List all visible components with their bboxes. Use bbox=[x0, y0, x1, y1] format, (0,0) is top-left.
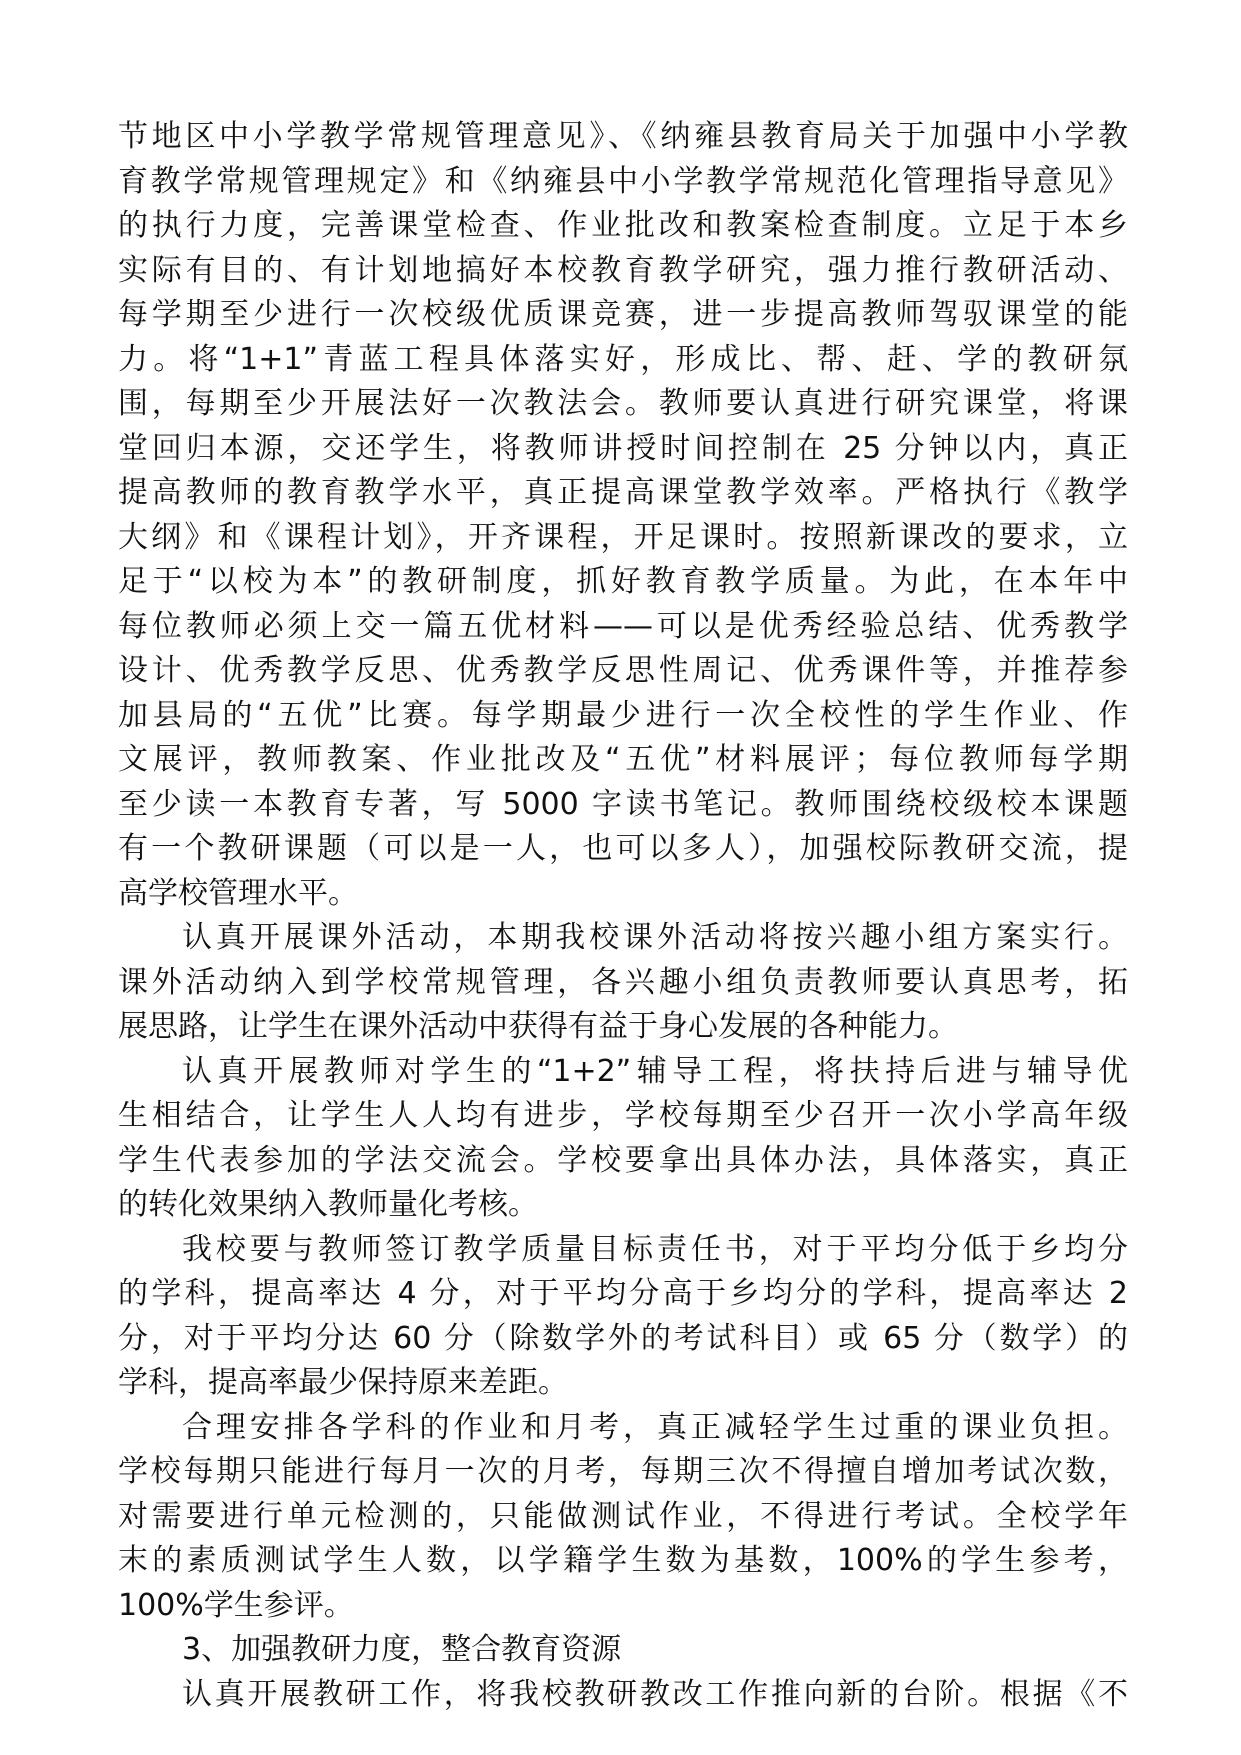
text-line: 学科，提高率最少保持原来差距。 bbox=[118, 1365, 568, 1400]
text-line: 我校要与教师签订教学质量目标责任书，对于平均分低于乡均分 bbox=[182, 1231, 1128, 1267]
text-line: 展思路，让学生在课外活动中获得有益于身心发展的各种能力。 bbox=[118, 1009, 958, 1044]
text-line: 每位教师必须上交一篇五优材料——可以是优秀经验总结、优秀教学 bbox=[118, 608, 1128, 644]
text-line: 加县局的“五优”比赛。每学期最少进行一次全校性的学生作业、作 bbox=[118, 697, 1128, 733]
text-line: 学校每期只能进行每月一次的月考，每期三次不得擅自增加考试次数， bbox=[118, 1454, 1128, 1489]
body-text bbox=[118, 115, 1128, 1717]
text-line: 对需要进行单元检测的，只能做测试作业，不得进行考试。全校学年 bbox=[118, 1498, 1128, 1534]
text-line: 100%学生参评。 bbox=[118, 1587, 354, 1623]
text-line: 的执行力度，完善课堂检查、作业批改和教案检查制度。立足于本乡 bbox=[118, 208, 1128, 243]
text-line: 课外活动纳入到学校常规管理，各兴趣小组负责教师要认真思考，拓 bbox=[118, 964, 1128, 1000]
text-line: 至少读一本教育专著，写 5000 字读书笔记。教师围绕校级校本课题 bbox=[118, 786, 1128, 822]
text-line: 堂回归本源，交还学生，将教师讲授时间控制在 25 分钟以内，真正 bbox=[118, 430, 1128, 466]
text-line: 末的素质测试学生人数，以学籍学生数为基数，100%的学生参考， bbox=[118, 1543, 1128, 1578]
text-line: 有一个教研课题（可以是一人，也可以多人），加强校际教研交流，提 bbox=[118, 831, 1128, 866]
text-line: 设计、优秀教学反思、优秀教学反思性周记、优秀课件等，并推荐参 bbox=[118, 653, 1128, 688]
text-line: 力。将“1+1”青蓝工程具体落实好，形成比、帮、赶、学的教研氛 bbox=[118, 341, 1128, 377]
text-line: 文展评，教师教案、作业批改及“五优”材料展评；每位教师每学期 bbox=[118, 742, 1128, 777]
text-line: 的转化效果纳入教师量化考核。 bbox=[118, 1187, 538, 1222]
text-line: 提高教师的教育教学水平，真正提高课堂教学效率。严格执行《教学 bbox=[118, 475, 1128, 510]
text-line: 认真开展教研工作，将我校教研教改工作推向新的台阶。根据《不 bbox=[182, 1676, 1128, 1712]
text-line: 分，对于平均分达 60 分（除数学外的考试科目）或 65 分（数学）的 bbox=[118, 1320, 1128, 1356]
text-line: 每学期至少进行一次校级优质课竞赛，进一步提高教师驾驭课堂的能 bbox=[118, 297, 1128, 332]
text-line: 合理安排各学科的作业和月考，真正减轻学生过重的课业负担。 bbox=[182, 1409, 1128, 1445]
text-line: 认真开展课外活动，本期我校课外活动将按兴趣小组方案实行。 bbox=[182, 920, 1128, 955]
text-line: 围，每期至少开展法好一次教法会。教师要认真进行研究课堂，将课 bbox=[118, 386, 1128, 421]
text-line: 的学科，提高率达 4 分，对于平均分高于乡均分的学科，提高率达 2 bbox=[118, 1276, 1128, 1311]
text-line: 生相结合，让学生人人均有进步，学校每期至少召开一次小学高年级 bbox=[118, 1098, 1128, 1133]
text-line: 高学校管理水平。 bbox=[118, 875, 358, 911]
text-line: 认真开展教师对学生的“1+2”辅导工程，将扶持后进与辅导优 bbox=[182, 1053, 1128, 1089]
text-line: 育教学常规管理规定》和《纳雍县中小学教学常规范化管理指导意见》 bbox=[118, 163, 1128, 199]
text-line: 节地区中小学教学常规管理意见》、《纳雍县教育局关于加强中小学教 bbox=[118, 119, 1128, 154]
text-line: 足于“以校为本”的教研制度，抓好教育教学质量。为此，在本年中 bbox=[118, 564, 1128, 599]
text-line: 学生代表参加的学法交流会。学校要拿出具体办法，具体落实，真正 bbox=[118, 1142, 1128, 1178]
text-line: 实际有目的、有计划地搞好本校教育教学研究，强力推行教研活动、 bbox=[118, 252, 1128, 288]
text-line: 3、加强教研力度，整合教育资源 bbox=[182, 1632, 622, 1667]
text-line: 大纲》和《课程计划》，开齐课程，开足课时。按照新课改的要求，立 bbox=[118, 519, 1128, 555]
